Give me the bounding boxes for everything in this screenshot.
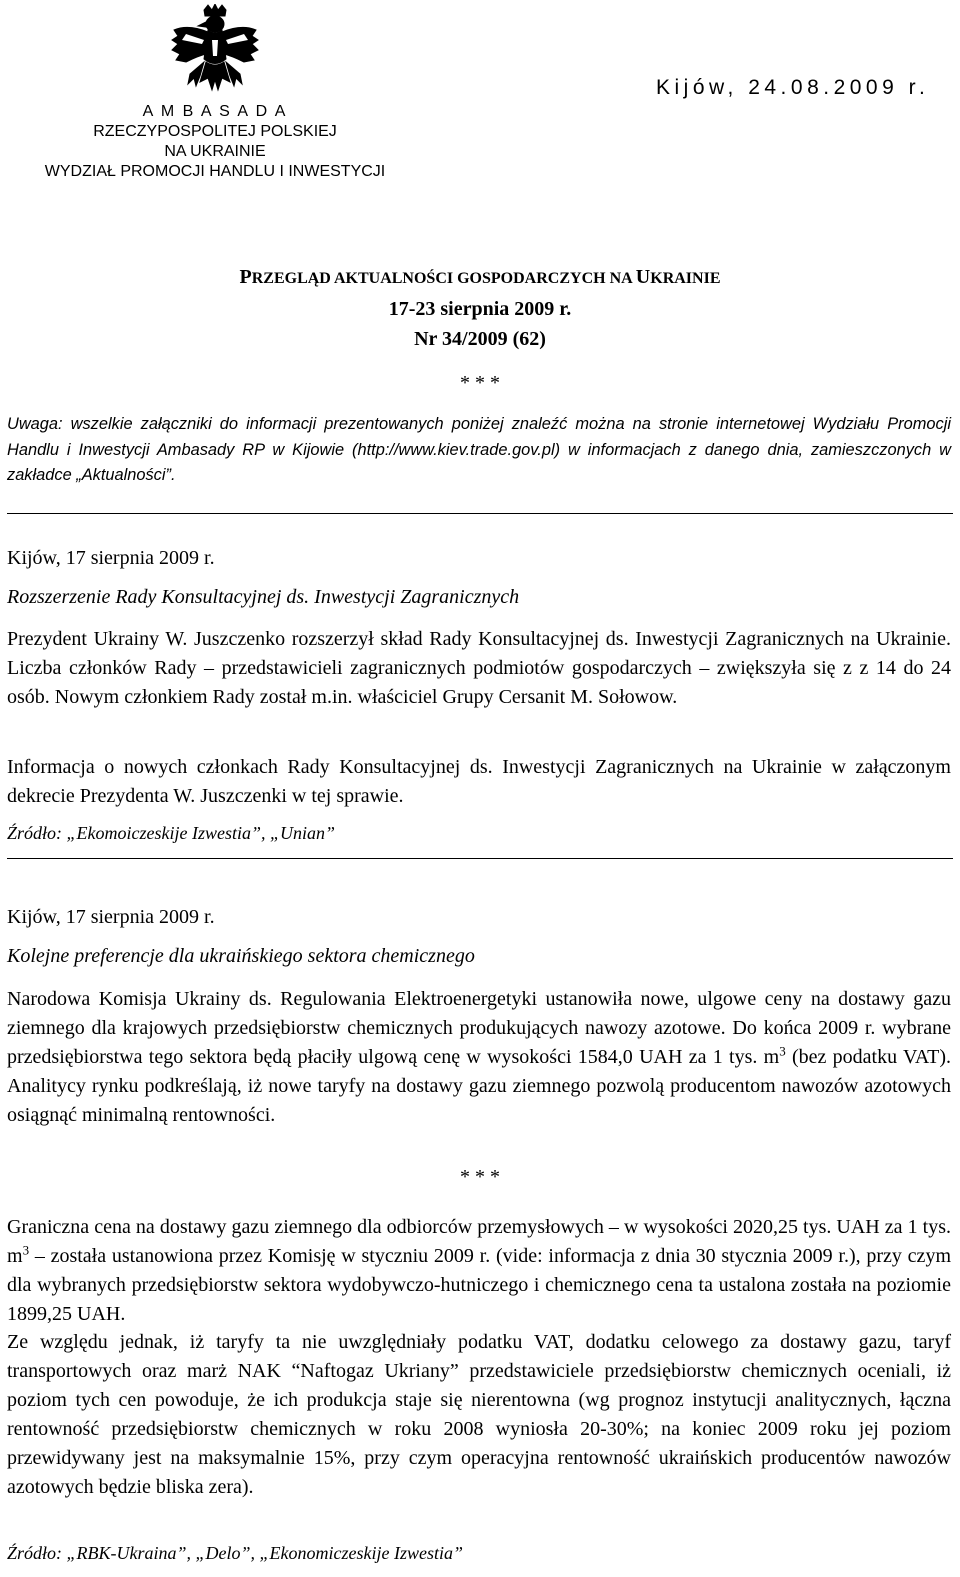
article-2-paragraph-1: Narodowa Komisja Ukrainy ds. Regulowania Elektroenergetyki ustanowiła nowe, ulgowe ceny na dostawy gazu ziemnego dla krajowych przedsiębiorstw chemicznych produkujących nawozy azotowe. Do końca 2009 r. wybrane przedsiębiorstwa tego sektora będą płaciły ulgową cenę w wysokości 1584,0 UAH za 1 tys. $m^3$ (bez podatku VAT). Analitycy rynku podkreślają, iż nowe taryfy na dostawy gazu ziemnego pozwolą producentom nawozów azotowych osiągnąć minimalną rentowności. xyxy=(7,988,951,1126)
title-issue: Nr 34/2009 (62) xyxy=(414,328,546,350)
article-1-paragraph-2: Informacja o nowych członkach Rady Konsultacyjnej ds. Inwestycji Zagranicznych na Ukrainie w załączonym dekrecie Prezydenta W. Juszczenki w tej sprawie. xyxy=(7,756,951,807)
org-line-1: A M B A S A D A xyxy=(142,103,288,120)
separator-stars-2: * * * xyxy=(460,1166,500,1188)
divider xyxy=(7,513,953,514)
article-2-headline: Kolejne preferencje dla ukraińskiego sektora chemicznego xyxy=(7,945,475,967)
title-main: PRZEGLĄD AKTUALNOŚCI GOSPODARCZYCH NA UKRAINIE xyxy=(239,266,721,288)
attachments-note: Uwaga: wszelkie załączniki do informacji prezentowanych poniżej znaleźć można na stronie internetowej Wydziału Promocji Handlu i Inwestycji Ambasady RP w Kijowie (http://www.kiev.trade.gov.pl) w informacjach z danego dnia, zamieszczonych w zakładce „Aktualności”. xyxy=(7,415,951,484)
separator-stars: * * * xyxy=(460,372,500,394)
title-dates: 17-23 sierpnia 2009 r. xyxy=(388,298,572,320)
org-line-4: WYDZIAŁ PROMOCJI HANDLU I INWESTYCJI xyxy=(44,163,386,180)
article-2-dateline: Kijów, 17 sierpnia 2009 r. xyxy=(7,906,215,928)
article-1-source: Źródło: „Ekomoiczeskije Izwestia”, „Unian” xyxy=(7,823,336,843)
org-line-3: NA UKRAINIE xyxy=(164,143,266,160)
place-date: Kijów, 24.08.2009 r. xyxy=(656,76,930,99)
article-1-paragraph-1: Prezydent Ukrainy W. Juszczenko rozszerzył skład Rady Konsultacyjnej ds. Inwestycji Zagranicznych na Ukrainie. Liczba członków Rady – przedstawicieli zagranicznych podmiotów gospodarczych – zwiększyła się z z 14 do 24 osób. Nowym członkiem Rady został m.in. właściciel Grupy Cersanit M. Sołowow. xyxy=(7,628,951,708)
embassy-header xyxy=(0,102,430,182)
polish-eagle-emblem xyxy=(168,4,262,102)
article-2-source: Źródło: „RBK-Ukraina”, „Delo”, „Ekonomiczeskije Izwestia” xyxy=(7,1543,464,1563)
article-2-paragraph-3: Ze względu jednak, iż taryfy ta nie uwzględniały podatku VAT, dodatku celowego za dostawy gazu, taryf transportowych oraz marż NAK “Naftogaz Ukriany” przedstawiciele przedsiębiorstw chemicznych oceniali, iż poziom tych cen powoduje, że ich produkcja staje się nierentowna (wg prognoz instytucji analitycznych, łączna rentowność przedsiębiorstw chemicznych w roku 2008 wyniosła 20-30%; na koniec 2009 roku jej poziom przewidywany jest na maksymalnie 15%, przy czym operacyjna rentowność ukraińskich producentów nawozów azotowych będzie bliska zera). xyxy=(7,1331,951,1498)
org-line-2: RZECZYPOSPOLITEJ POLSKIEJ xyxy=(93,123,337,140)
article-1-dateline: Kijów, 17 sierpnia 2009 r. xyxy=(7,547,215,569)
article-2-paragraph-2: Graniczna cena na dostawy gazu ziemnego dla odbiorców przemysłowych – w wysokości 2020,25 tys. UAH za 1 tys. $m^3$ – została ustanowiona przez Komisję w styczniu 2009 r. (vide: informacja z dnia 30 stycznia 2009 r.), przy czym dla wybranych przedsiębiorstw sektora wydobywczo-hutniczego i chemicznego cena ta ustalona została na poziomie 1899,25 UAH. xyxy=(7,1216,951,1325)
document-title xyxy=(0,262,960,354)
divider xyxy=(7,858,953,859)
article-1-headline: Rozszerzenie Rady Konsultacyjnej ds. Inwestycji Zagranicznych xyxy=(7,586,520,608)
